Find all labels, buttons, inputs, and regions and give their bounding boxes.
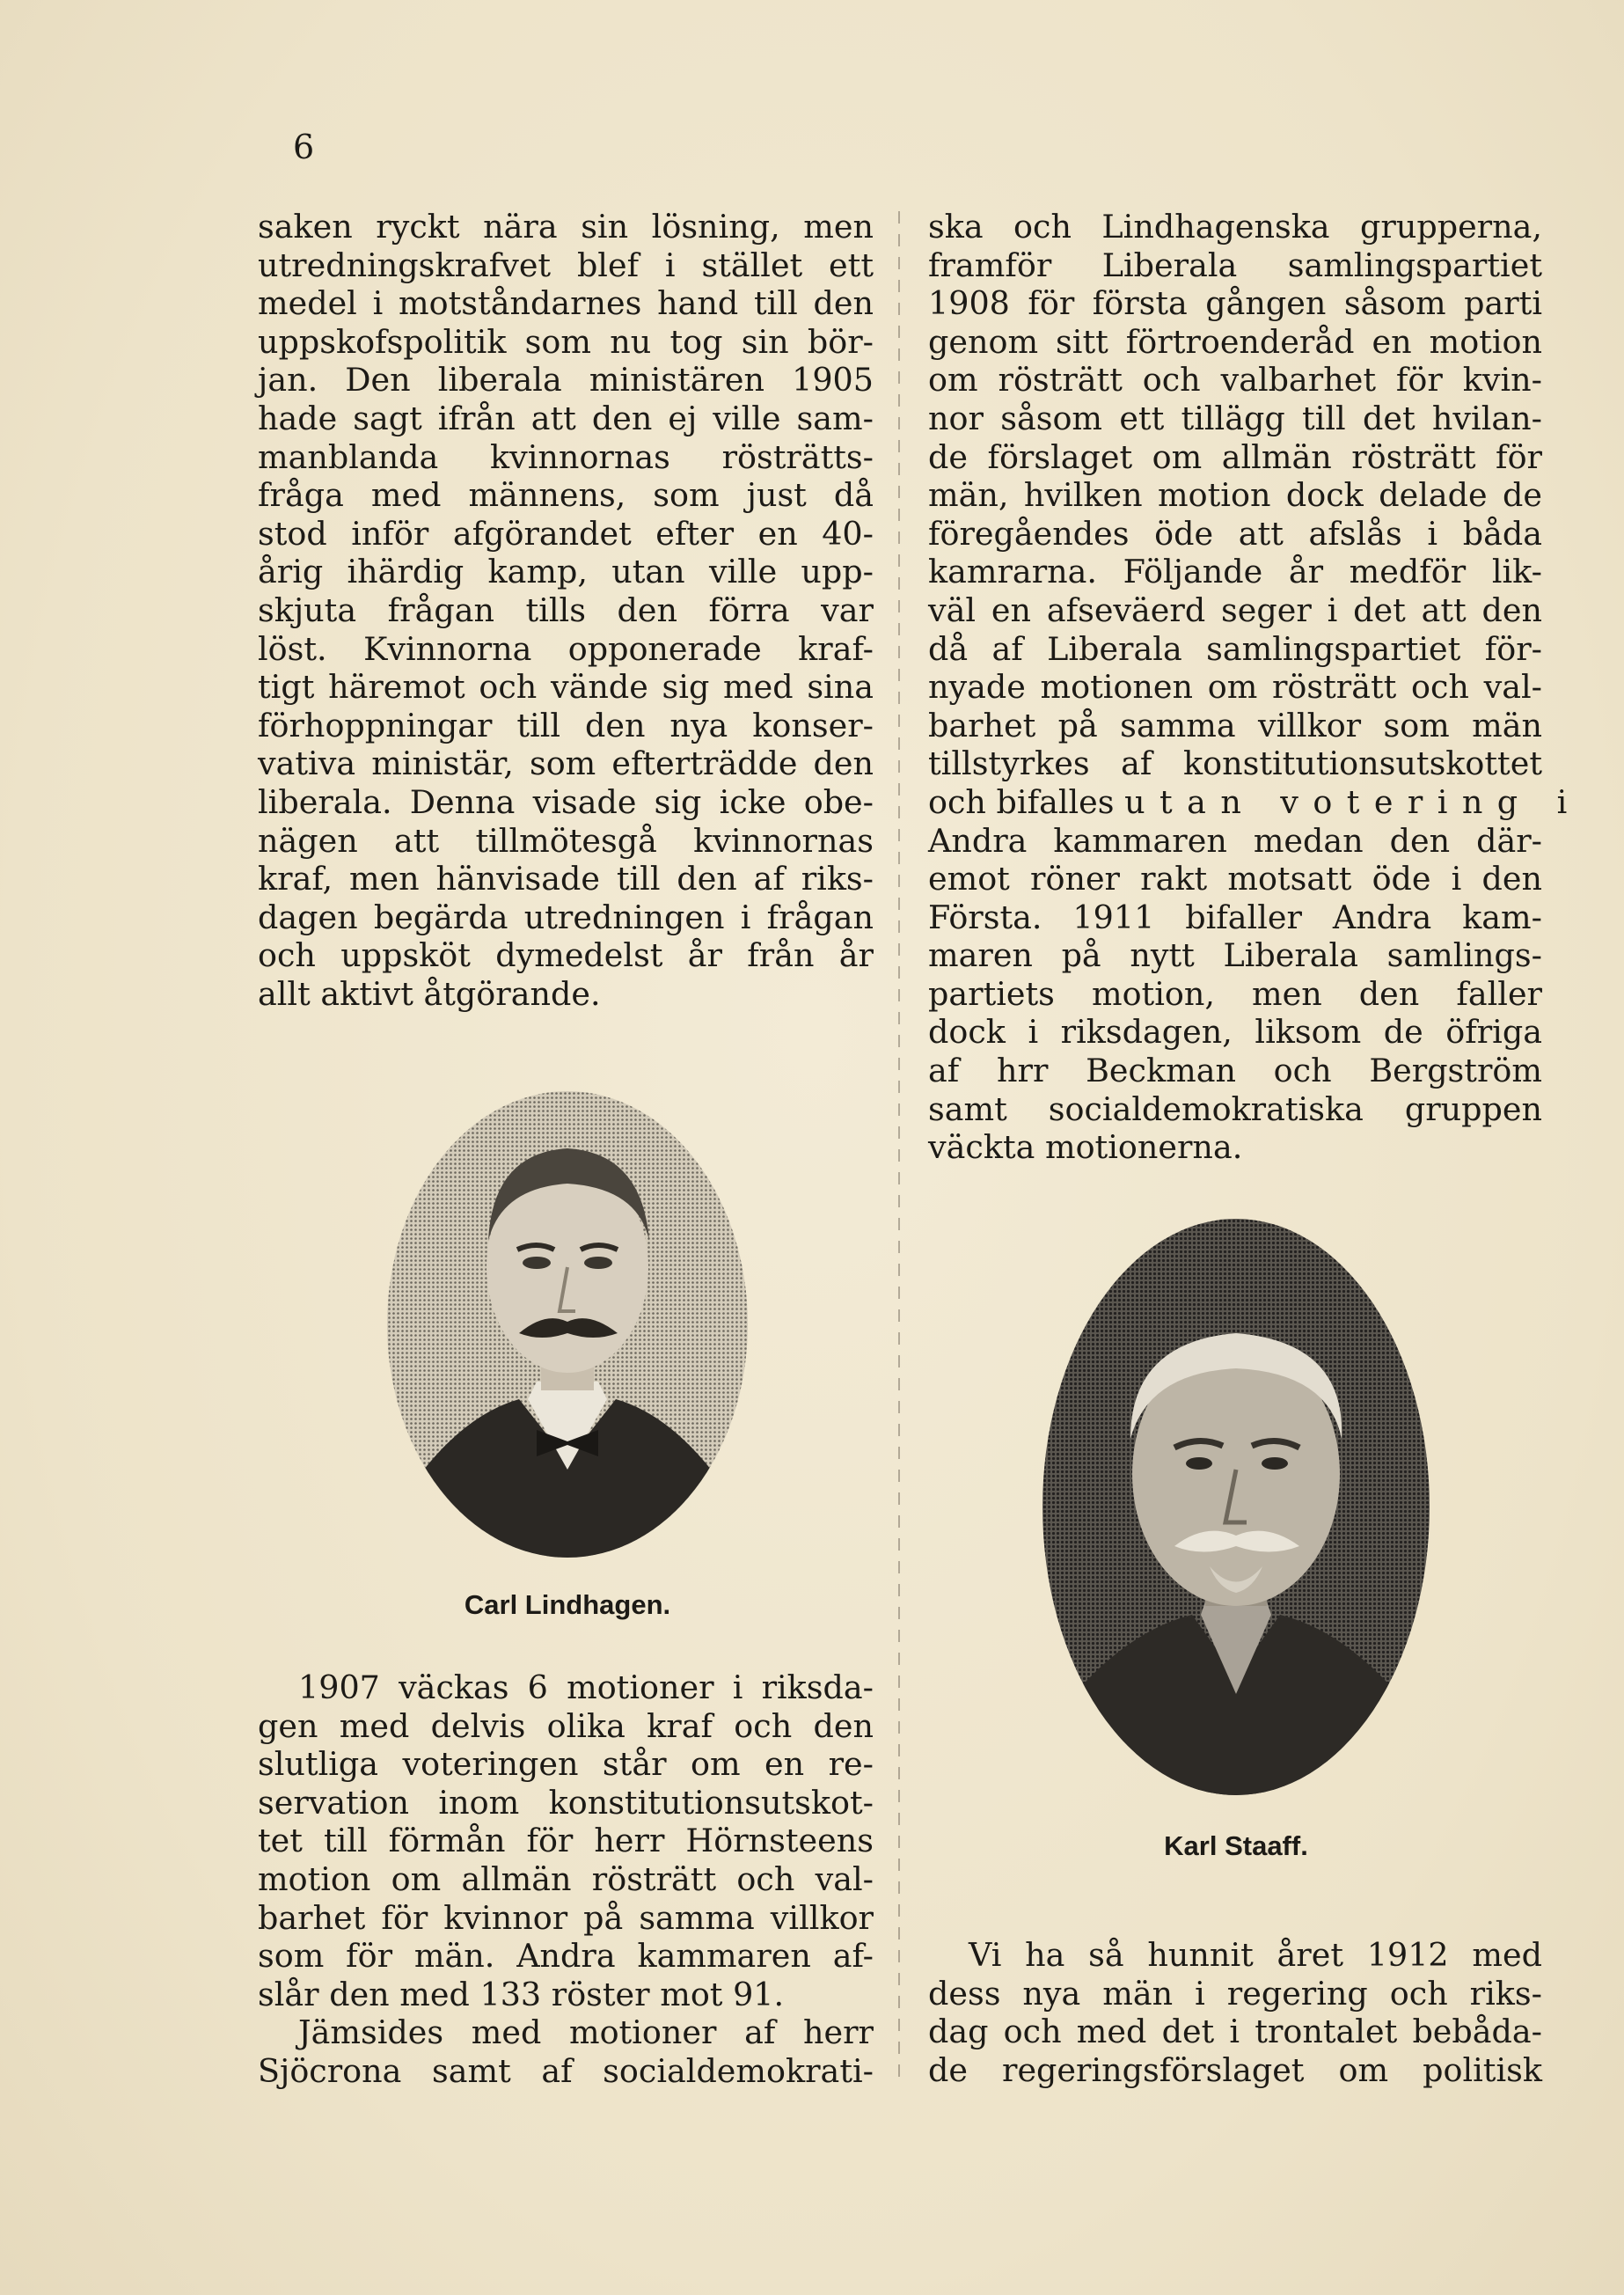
text-line: om rösträtt och valbarhet för kvin- bbox=[928, 361, 1542, 400]
text-line: ska och Lindhagenska grupperna, bbox=[928, 208, 1542, 246]
text-line: stod inför afgörandet efter en 40- bbox=[258, 514, 874, 553]
text-line: allt aktivt åtgörande. bbox=[258, 974, 601, 1013]
text-line: då af Liberala samlingspartiet för- bbox=[928, 629, 1542, 668]
right-column-bottom-paragraph bbox=[928, 1936, 1542, 2089]
column-divider bbox=[898, 211, 900, 2086]
text-line: Andra kammaren medan den där- bbox=[928, 821, 1542, 860]
text-line bbox=[928, 782, 1582, 822]
text-line: partiets motion, men den faller bbox=[928, 974, 1542, 1013]
text-line: slår den med 133 röster mot 91. bbox=[258, 1975, 785, 2013]
text-line: genom sitt förtroenderåd en motion bbox=[928, 322, 1542, 361]
portrait-carl-lindhagen bbox=[387, 1091, 748, 1558]
right-column-top-paragraph bbox=[928, 208, 1582, 1167]
emphasized-text: utan votering i bbox=[1124, 782, 1582, 821]
text-line: de förslaget om allmän rösträtt för bbox=[928, 437, 1542, 476]
text-line: barhet för kvinnor på samma villkor bbox=[258, 1898, 874, 1937]
text-line: 1908 för första gången såsom parti bbox=[928, 284, 1542, 323]
text-line: Sjöcrona samt af socialdemokrati- bbox=[258, 2051, 874, 2090]
text-line: som för män. Andra kammaren af- bbox=[258, 1937, 874, 1976]
text-line: män, hvilken motion dock delade de bbox=[928, 476, 1542, 515]
text-line: gen med delvis olika kraf och den bbox=[258, 1706, 874, 1745]
text-line: hade sagt ifrån att den ej ville sam- bbox=[258, 399, 874, 437]
text-line: dagen begärda utredningen i frågan bbox=[258, 898, 874, 936]
text-line: och uppsköt dymedelst år från år bbox=[258, 936, 874, 975]
text-line: servation inom konstitutionsutskot- bbox=[258, 1783, 874, 1822]
text-line: årig ihärdig kamp, utan ville upp- bbox=[258, 553, 874, 591]
text-line: uppskofspolitik som nu tog sin bör- bbox=[258, 322, 874, 361]
text-line: fråga med männens, som just då bbox=[258, 476, 874, 515]
page-number: 6 bbox=[293, 128, 315, 166]
text-line: barhet på samma villkor som män bbox=[928, 706, 1542, 744]
text-line: Vi ha så hunnit året 1912 med bbox=[969, 1936, 1542, 1974]
text-line: nyade motionen om rösträtt och val- bbox=[928, 668, 1542, 707]
text-line: dess nya män i regering och riks- bbox=[928, 1974, 1542, 2013]
text-line: saken ryckt nära sin lösning, men bbox=[258, 208, 874, 246]
text-line: liberala. Denna visade sig icke obe- bbox=[258, 782, 874, 821]
text-line: 1907 väckas 6 motioner i riksda- bbox=[298, 1668, 874, 1706]
text-line: jan. Den liberala ministären 1905 bbox=[258, 361, 874, 400]
text-line: tillstyrkes af konstitutionsutskottet bbox=[928, 744, 1542, 783]
text-line: medel i motståndarnes hand till den bbox=[258, 284, 874, 323]
portrait-caption-karl-staaff: Karl Staaff. bbox=[1164, 1830, 1308, 1861]
text-line: tet till förmån för herr Hörnsteens bbox=[258, 1822, 874, 1860]
text-line: utredningskrafvet blef i stället ett bbox=[258, 246, 874, 284]
text-fragment: och bifalles bbox=[928, 782, 1115, 821]
text-line: dag och med det i trontalet bebåda- bbox=[928, 2013, 1542, 2051]
text-line: af hrr Beckman och Bergström bbox=[928, 1052, 1542, 1090]
text-line: kamrarna. Följande år medför lik- bbox=[928, 553, 1542, 591]
text-line: emot röner rakt motsatt öde i den bbox=[928, 860, 1542, 898]
portrait-image bbox=[1042, 1219, 1430, 1795]
text-line: löst. Kvinnorna opponerade kraf- bbox=[258, 629, 874, 668]
text-line: nor såsom ett tillägg till det hvilan- bbox=[928, 399, 1542, 437]
portrait-caption-carl-lindhagen: Carl Lindhagen. bbox=[464, 1589, 671, 1620]
text-line: maren på nytt Liberala samlings- bbox=[928, 936, 1542, 975]
text-line: väl en afseväerd seger i det att den bbox=[928, 590, 1542, 629]
text-line: tigt häremot och vände sig med sina bbox=[258, 668, 874, 707]
text-line: kraf, men hänvisade till den af riks- bbox=[258, 860, 874, 898]
text-line: motion om allmän rösträtt och val- bbox=[258, 1859, 874, 1898]
text-line: dock i riksdagen, liksom de öfriga bbox=[928, 1013, 1542, 1052]
text-line: förhoppningar till den nya konser- bbox=[258, 706, 874, 744]
portrait-karl-staaff bbox=[1042, 1219, 1430, 1795]
text-line: framför Liberala samlingspartiet bbox=[928, 246, 1542, 284]
text-line: väckta motionerna. bbox=[928, 1128, 1243, 1167]
text-line: slutliga voteringen står om en re- bbox=[258, 1745, 874, 1784]
text-line: samt socialdemokratiska gruppen bbox=[928, 1089, 1542, 1128]
left-column-top-paragraph bbox=[258, 208, 874, 1013]
text-line: nägen att tillmötesgå kvinnornas bbox=[258, 821, 874, 860]
text-line: de regeringsförslaget om politisk bbox=[928, 2050, 1542, 2089]
left-column-bottom-paragraph bbox=[258, 1668, 874, 2091]
portrait-image bbox=[387, 1091, 748, 1558]
text-line: manblanda kvinnornas rösträtts- bbox=[258, 437, 874, 476]
text-line: Jämsides med motioner af herr bbox=[298, 2013, 874, 2052]
text-line: skjuta frågan tills den förra var bbox=[258, 590, 874, 629]
text-line: Första. 1911 bifaller Andra kam- bbox=[928, 898, 1542, 936]
text-line: föregåendes öde att afslås i båda bbox=[928, 514, 1542, 553]
text-line: vativa ministär, som efterträdde den bbox=[258, 744, 874, 783]
